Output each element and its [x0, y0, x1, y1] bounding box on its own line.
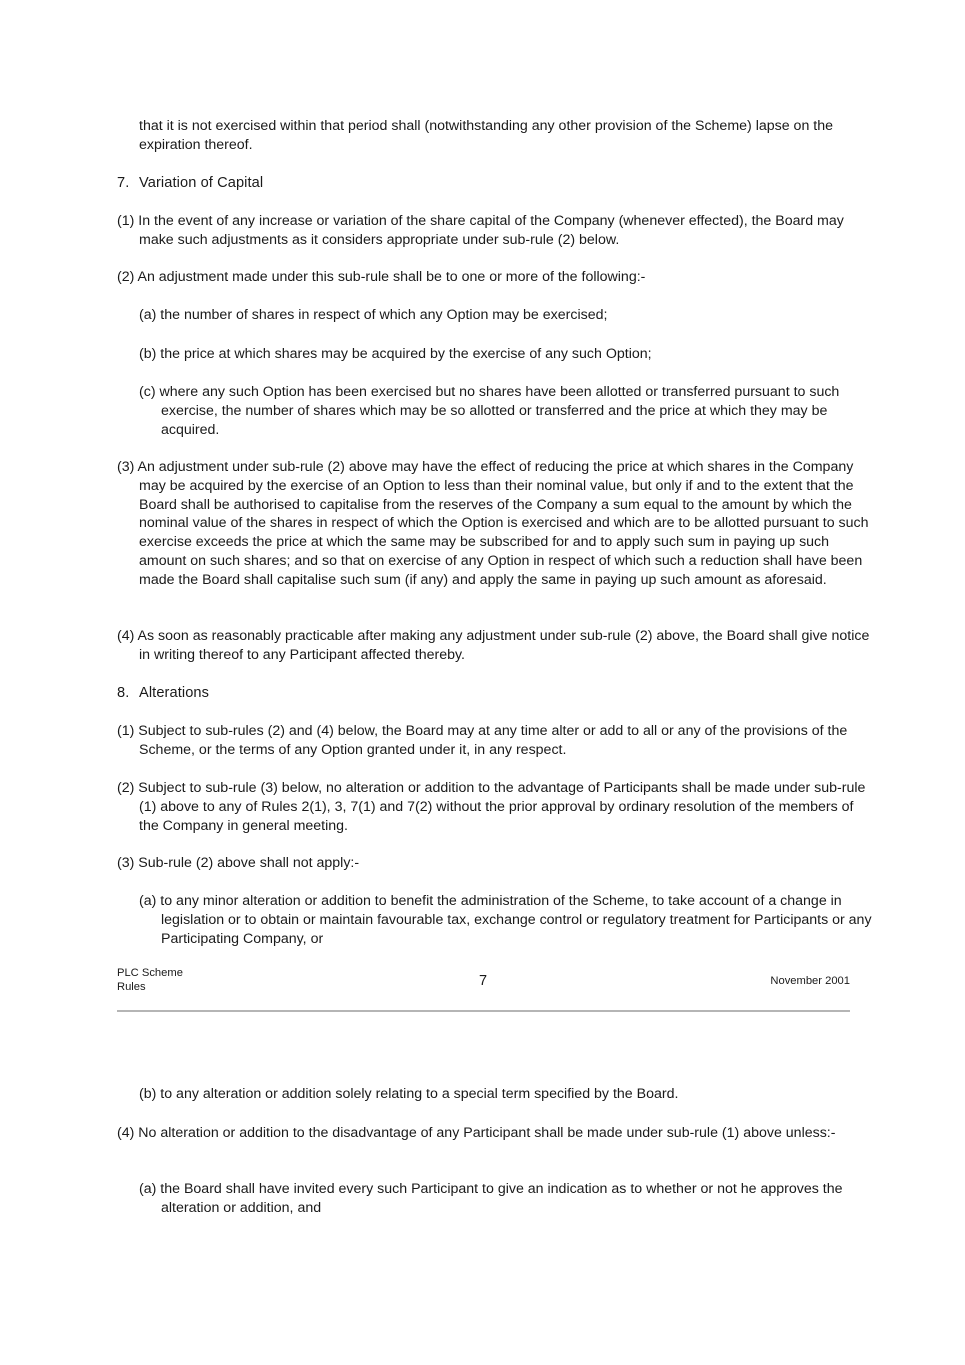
rule-8-3: (3) Sub-rule (2) above shall not apply:- [117, 855, 360, 871]
footer-title-line-2: Rules [117, 980, 146, 993]
footer-date: November 2001 [770, 975, 850, 987]
page-break-divider [117, 1010, 850, 1012]
rule-8-4-a: (a) the Board shall have invited every such Participant to give an indication as to whether or not he approves the alteration or addition, and [139, 1181, 843, 1216]
rule-7-4: (4) As soon as reasonably practicable after making any adjustment under sub-rule (2) above, the Board shall give notice in writing thereof to any Participant affected thereby. [117, 628, 870, 663]
section-8-heading [117, 684, 852, 703]
continuation-paragraph: that it is not exercised within that period shall (notwithstanding any other provision of the Scheme) lapse on the expiration thereof. [139, 118, 834, 153]
section-7-number: 7. [117, 175, 130, 191]
rule-7-2: (2) An adjustment made under this sub-rule shall be to one or more of the following:- [117, 269, 646, 285]
footer-title-line-1: PLC Scheme [117, 967, 183, 979]
rule-8-3-a: (a) to any minor alteration or addition to benefit the administration of the Scheme, to take account of a change in legislation or to obtain or maintain favourable tax, exchange control or regulatory treatment for Participants or any Participating Company, or [139, 893, 872, 947]
section-7-heading [117, 174, 852, 193]
rule-8-3-b: (b) to any alteration or addition solely relating to a special term specified by the Board. [139, 1086, 679, 1102]
rule-7-2-c: (c) where any such Option has been exercised but no shares have been allotted or transferred pursuant to such exercise, the number of shares which may be so allotted or transferred and the price at which they may be acquired. [139, 384, 840, 438]
section-8-number: 8. [117, 685, 130, 701]
rule-8-2: (2) Subject to sub-rule (3) below, no alteration or addition to the advantage of Participants shall be made under sub-rule (1) above to any of Rules 2(1), 3, 7(1) and 7(2) without the prior approval by ordinary resolution of the members of the Company in general meeting. [117, 780, 866, 834]
rule-8-4: (4) No alteration or addition to the disadvantage of any Participant shall be made under sub-rule (1) above unless:- [117, 1125, 836, 1141]
rule-7-1: (1) In the event of any increase or variation of the share capital of the Company (whenever effected), the Board may make such adjustments as it considers appropriate under sub-rule (2) below. [117, 213, 844, 248]
section-8-title: Alterations [139, 685, 210, 701]
footer-document-title [117, 967, 237, 994]
page-number: 7 [478, 973, 488, 989]
section-7-title: Variation of Capital [139, 175, 264, 191]
rule-8-1: (1) Subject to sub-rules (2) and (4) below, the Board may at any time alter or add to all or any of the provisions of the Scheme, or the terms of any Option granted under it, in any respect. [117, 723, 848, 758]
rule-7-2-b: (b) the price at which shares may be acquired by the exercise of any such Option; [139, 346, 652, 362]
rule-7-3: (3) An adjustment under sub-rule (2) above may have the effect of reducing the price at which shares in the Company may be acquired by the exercise of an Option to less than their nominal value, but only if and to the extent that the Board shall be authorised to capitalise from the reserves of the Company a sum equal to the amount by which the nominal value of the shares in respect of which the Option is exercised and which are to be allotted pursuant to such exercise exceeds the price at which the same may be subscribed for and to apply such sum in paying up such amount on such shares; and so that on exercise of any Option in respect of which such a reduction shall have been made the Board shall capitalise such sum (if any) and apply the same in paying up such amount as aforesaid. [117, 459, 869, 588]
rule-7-2-a: (a) the number of shares in respect of which any Option may be exercised; [139, 307, 608, 323]
